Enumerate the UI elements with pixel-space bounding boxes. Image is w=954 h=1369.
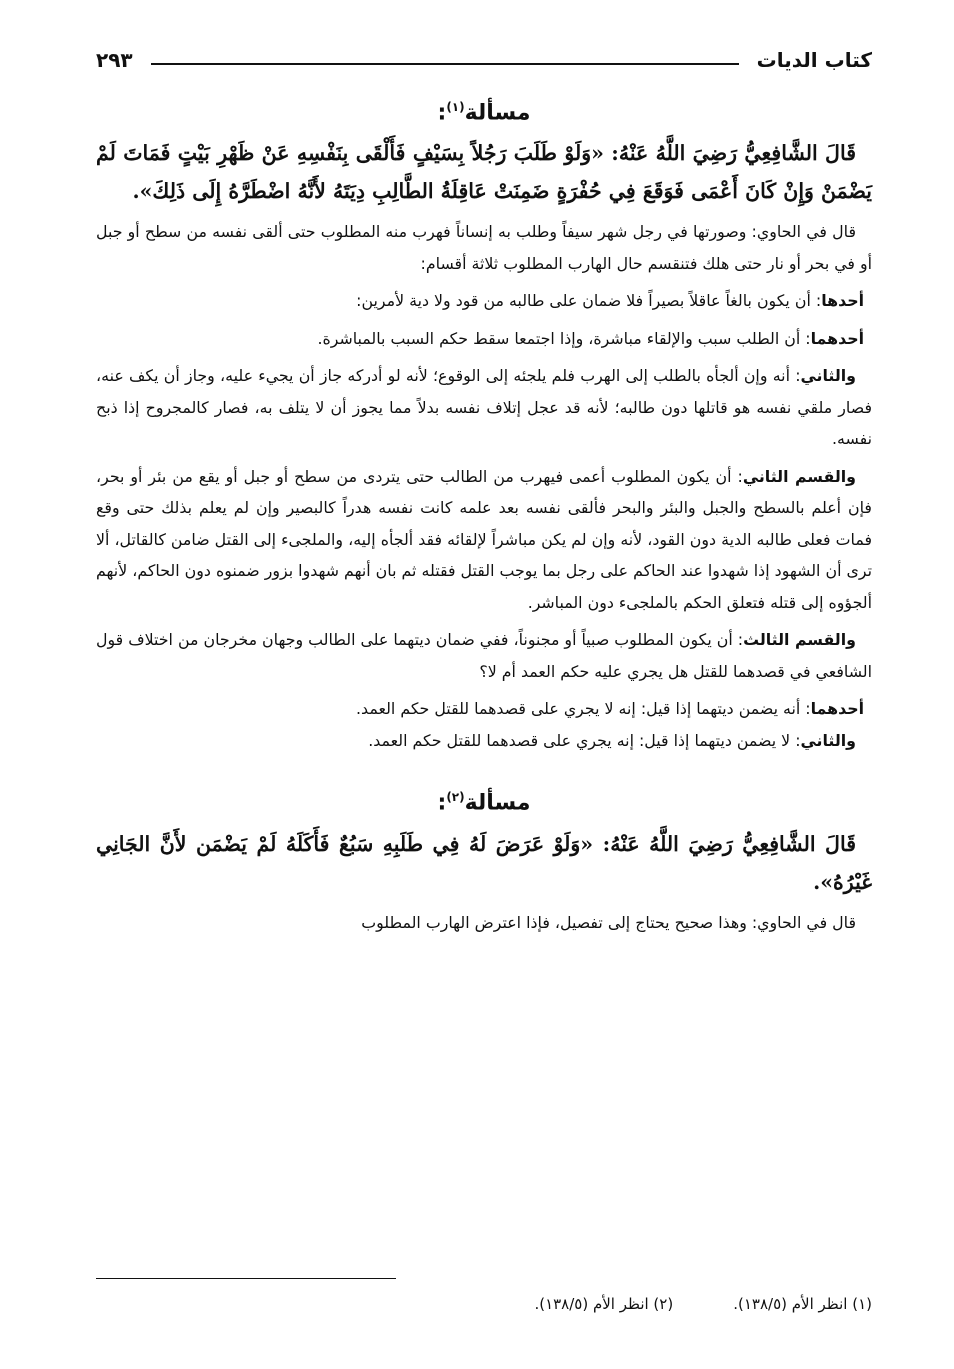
paragraph-text: : أنه وإن ألجأه بالطلب إلى الهرب فلم يلجئه إلى الوقوع؛ لأنه لو أدركه جاز أن يجيء عليه، وجاز أن يكف عنه، فصار ملقي نفسه هو قاتلها دون طالبه؛ لأنه قد عجل إتلاف نفسه بدلاً مما يجوز أن لا يتلف به، فصار كالمجروح إذا ذبح نفسه. bbox=[96, 366, 872, 449]
footnote-2: (٢) انظر الأم (١٣٨/٥). bbox=[534, 1295, 674, 1313]
paragraph-label: والقسم الثالث bbox=[743, 630, 856, 650]
paragraph bbox=[96, 285, 872, 317]
header-rule bbox=[151, 63, 739, 65]
footnote-rule bbox=[96, 1278, 396, 1279]
paragraph: قال في الحاوي: وهذا صحيح يحتاج إلى تفصيل، فإذا اعترض الهارب المطلوب bbox=[361, 912, 856, 932]
paragraph: قال في الحاوي: وصورتها في رجل شهر سيفاً وطلب به إنساناً فهرب منه المطلوب حتى ألقى نفسه من سطح أو جبل أو في بحر أو نار حتى هلك فتنقسم حال الهارب المطلوب ثلاثة أقسام: bbox=[96, 222, 872, 273]
paragraph bbox=[96, 461, 872, 619]
paragraph bbox=[96, 360, 872, 455]
heading-text: مسألة bbox=[464, 790, 531, 816]
paragraph bbox=[96, 323, 872, 355]
page-number: ٢٩٣ bbox=[96, 48, 133, 72]
heading-colon: : bbox=[437, 100, 447, 126]
paragraph-text: : أن يكون المطلوب أعمى فيهرب من الطالب حتى يتردى من سطح أو جبل أو يقع من بئر أو بحر، فإن أعلم بالسطح والجبل والبئر والبحر فألقى نفسه بعد علمه كانت نفسه هدراً كالبصير وإن لم يعلم بذلك حتى وقع فمات فعلى طالبه الدية دون القود، لأنه وإن لم يكن مباشراً لإلقائه فقد ألجأه إليه، والملجىء إلى القتل ضامن كالقاتل، ألا ترى أن الشهود إذا شهدوا عند الحاكم على رجل بما يوجب القتل فقتله ثم بان أنهم شهدوا بزور ضمنوه دون الحاكم، لأنهم ألجؤوه إلى قتله فتعلق الحكم بالملجىء دون المباشر. bbox=[96, 466, 872, 612]
paragraph-label: والثاني bbox=[800, 730, 856, 750]
paragraph-text: : أن الطلب سبب والإلقاء مباشرة، وإذا اجتمعا سقط حكم السبب بالمباشرة. bbox=[317, 328, 811, 348]
heading-text: مسألة bbox=[464, 100, 531, 126]
section-heading bbox=[96, 90, 872, 130]
paragraph-label: أحدها bbox=[821, 291, 864, 311]
paragraph bbox=[96, 725, 872, 757]
footnote-ref: (١) bbox=[446, 100, 465, 114]
footnotes bbox=[96, 1292, 872, 1316]
paragraph-label: والقسم الثاني bbox=[742, 466, 856, 486]
paragraph-text: : أن يكون المطلوب صبياً أو مجنوناً، ففي ضمان ديتهما على الطالب وجهان مخرجان من اختلاف قول الشافعي في قصدهما للقتل هل يجري عليه حكم العمد أم لا؟ bbox=[96, 630, 872, 681]
paragraph-text: : أنه يضمن ديتهما إذا قيل: إنه لا يجري على قصدهما للقتل حكم العمد. bbox=[356, 699, 811, 719]
book-page bbox=[96, 40, 872, 1330]
chapter-title: كتاب الديات bbox=[756, 48, 872, 72]
shafii-quote: قَالَ الشَّافِعِيُّ رَضِيَ اللَّهُ عَنْهُ: «وَلَوْ طَلَبَ رَجُلاً بِسَيْفٍ فَأَلْقَى بِنَفْسِهِ عَنْ ظَهْرِ بَيْتٍ فَمَاتَ لَمْ يَضْمَنْ وَإِنْ كَانَ أَعْمَى فَوَقَعَ فِي حُفْرَةٍ ضَمِنَتْ عَاقِلَةُ الطَّالِبِ دِيَتَهُ لأَنَّهُ اضْطَرَّهُ إِلَى ذَلِكَ». bbox=[96, 141, 872, 204]
footnote-ref: (٢) bbox=[446, 790, 465, 805]
paragraph-label: والثاني bbox=[800, 366, 856, 386]
paragraph-label: أحدهما bbox=[810, 328, 864, 348]
section-heading bbox=[96, 780, 872, 820]
paragraph-text: : أن يكون بالغاً عاقلاً بصيراً فلا ضمان على طالبه من قود ولا دية لأمرين: bbox=[356, 291, 822, 311]
paragraph-text: : لا يضمن ديتهما إذا قيل: إنه يجري على قصدهما للقتل حكم العمد. bbox=[368, 730, 801, 750]
heading-colon: : bbox=[437, 790, 447, 816]
paragraph-label: أحدهما bbox=[810, 699, 864, 719]
page-header bbox=[96, 40, 872, 80]
footnote-1: (١) انظر الأم (١٣٨/٥). bbox=[733, 1295, 872, 1313]
paragraph bbox=[96, 624, 872, 687]
shafii-quote: قَالَ الشَّافِعِيُّ رَضِيَ اللَّهُ عَنْهُ: «وَلَوْ عَرَضَ لَهُ فِي طَلَبِهِ سَبُعٌ فَأَكَلَهُ لَمْ يَضْمَن لأَنَّ الجَانِي غَيْرُهُ». bbox=[96, 831, 872, 894]
paragraph bbox=[96, 693, 872, 725]
